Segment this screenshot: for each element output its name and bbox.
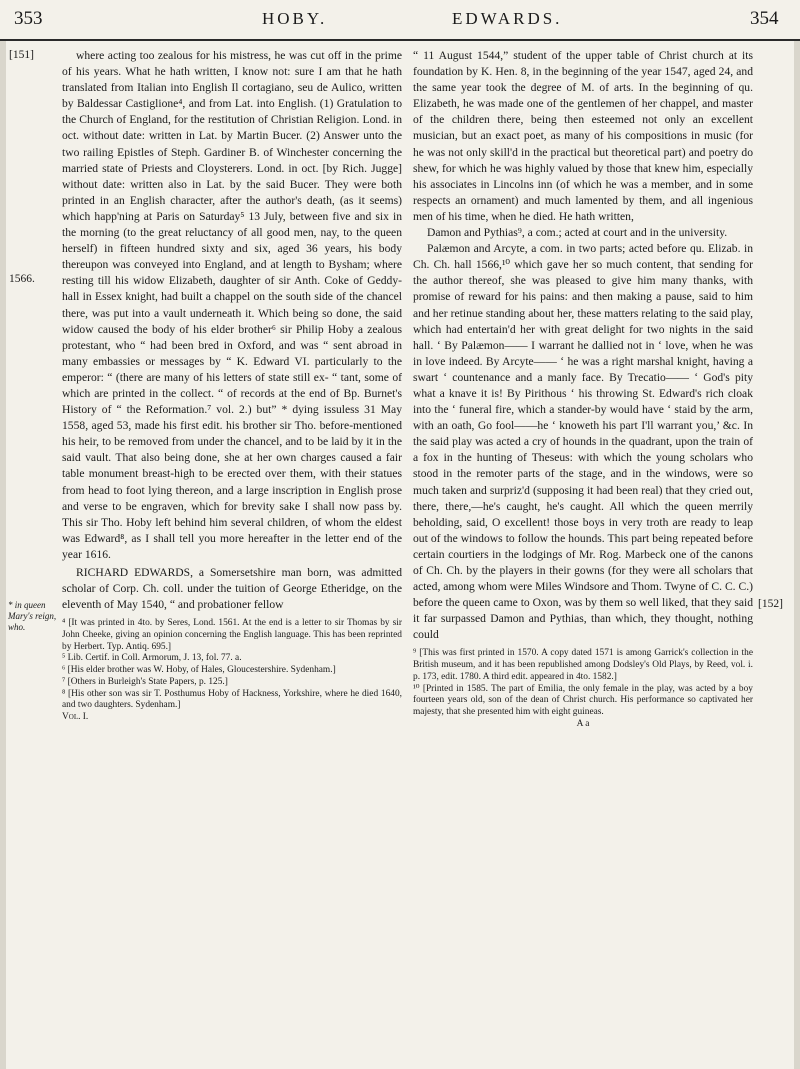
right-page-edge	[794, 41, 800, 1069]
left-page-number: 353	[14, 8, 43, 29]
left-margin-bracket: [151]	[9, 49, 34, 61]
footnote-6: ⁶ [His elder brother was W. Hoby, of Hales, Gloucestershire. Sydenham.]	[62, 665, 336, 676]
footnote-7: ⁷ [Others in Burleigh's State Papers, p. 125.]	[62, 676, 228, 687]
damon-pythias-entry: Damon and Pythias⁹, a com.; acted at court and in the university.	[427, 226, 728, 240]
left-margin-year: 1566.	[9, 273, 35, 285]
right-page-number: 354	[750, 8, 779, 29]
left-page-edge	[0, 41, 6, 1069]
left-column	[62, 48, 402, 724]
footnote-4: ⁴ [It was printed in 4to. by Seres, Lond. 1561. At the end is a letter to sir Thomas by sir John Cheeke, giving an opinion concerning the English language. This has been reprinted by Herbert. Typ. Antiq. 695.]	[62, 618, 402, 652]
footnote-5: ⁵ Lib. Certif. in Coll. Armorum, J. 13, fol. 77. a.	[62, 653, 242, 664]
edwards-paragraph: RICHARD EDWARDS, a Somersetshire man born, was admitted scholar of Corp. Ch. coll. under the tuition of George Etheridge, on the eleventh of May 1540, “ and probationer fellow	[62, 566, 402, 612]
left-running-title: HOBY.	[262, 9, 328, 28]
footnote-8: ⁸ [His other son was sir T. Posthumus Hoby of Hackness, Yorkshire, where he died 1640, and two daughters. Sydenham.]	[62, 688, 402, 711]
volume-signature: Vol. I.	[62, 711, 89, 722]
footnote-10: ¹⁰ [Printed in 1585. The part of Emilia, the only female in the play, was acted by a boy fourteen years old, son of the dean of Christ church. His performance so captivated her majesty, that she presented him with eight guineas.	[413, 683, 753, 717]
palaemon-arcyte-entry: Palæmon and Arcyte, a com. in two parts; acted before qu. Elizab. in Ch. Ch. hall 1566,¹⁰ which gave her so much content, that sending for the author thereof, she was pleased to give him many thanks, with promise of reward for his pains: and then making a pause, said to him and her retinue standing about her, these matters relating to the said play, which had entertain'd her with great delight for two nights in the said hall. ‘ By Palæmon—— I warrant he dallied not in ‘ love, when he was in love indeed. By Arcyte—— ‘ he was a right marshal knight, having a swart ‘ countenance and a manly face. By Trecatio—— ‘ God's pity what a knave it is! By Pirithous ‘ his throwing St. Edward's rich cloak into the ‘ funeral fire, which a stander-by would have ‘ staid by the arm, with an oath, Go fool——he ‘ knoweth his part I'll warrant you,’ &c. In the said play was acted a cry of hounds in the quadrant, upon the train of a fox in the hunting of Theseus: with which the young scholars who stood in the remoter parts of the stage, and in the windows, were so much taken and surpriz'd (supposing it had been real) that they cried out, there, there,—he's caught, he's caught. All which the queen merrily beholding, said, O excellent! those boys in very troth are ready to leap out of the windows to follow the hounds. This part being repeated before certain courtiers in the lodgings of Mr. Rog. Marbeck one of the canons of Ch. Ch. by the players in their gowns (for they were all scholars that acted, among whom were Miles Windsore and Thom. Twyne of C. C. C.) before the queen came to Oxon, was by them so well liked, that they said it far surpassed Damon and Pythias, than which, they thought, nothing could	[413, 242, 753, 642]
right-margin-bracket: [152]	[758, 598, 783, 610]
signature-mark: A a	[576, 718, 590, 729]
right-column	[413, 48, 753, 730]
header-rule	[0, 39, 800, 41]
footnote-9: ⁹ [This was first printed in 1570. A copy dated 1571 is among Garrick's collection in the British museum, and it has been republished among Dodsley's Old Plays, by Reed, vol. i. p. 173, edit. 1780. A third edit. appeared in 4to. 1582.]	[413, 648, 753, 682]
hoby-paragraph: where acting too zealous for his mistress, he was cut off in the prime of his years. What he hath written, I know not: sure I am that he hath translated from Italian into English Il cortagiano, seu de Aulico, written by Baldessar Castiglione⁴, and from Lat. into English. (1) Gratulation to the Church of England, for the restitution of Christian Religion. Lond. in oct. without date: written in Lat. by Martin Bucer. (2) Answer unto the two railing Epistles of Steph. Gardiner B. of Winchester concerning the married state of Priests and Cloysterers. Lond. in oct. [by Rich. Jugge] without date: written also in Lat. by the said Bucer. They were both printed in an English character, after the author's death, (as it seems) which happ'ning at Paris on Saturday⁵ 13 July, between five and six in the morning (to the great reluctancy of all good men, nay, to the queen herself) in fifteen hundred sixty and six, aged 36 years, his body thereupon was conveyed into England, and at length to Bysham; where resting till his widow Elizabeth, daughter of sir Anth. Coke of Geddy-hall in Essex knight, had built a chappel on the south side of the chancel there, was put into a vault underneath it. Which being so done, the said widow caused the body of his elder brother⁶ sir Philip Hoby a zealous protestant, who “ had been bred in Oxford, and was “ sent abroad in many embassies or messages by “ K. Edward VI. particularly to the emperor: “ (there are many of his letters of state still ex- “ tant, some of which are printed in the collect. “ of records at the end of Bp. Burnet's History of “ the Reformation.⁷ vol. 2.) but” * dying issuless 31 May 1558, aged 53, made his first edit. his brother sir Tho. before-mentioned his heir, to be removed from under the chancel, and to be laid by it in the said vault. That also being done, she at her own charges caused a fair table monument breast-high to be erected over them, with their statues from head to foot lying thereon, and a large inscription in English prose and verse to be engraven, which for brevity sake I shall now pass by. This sir Tho. Hoby left behind him several children, of whom the eldest was Edward⁸, as I shall tell you more hereafter in the letter end of the year 1616.	[62, 49, 402, 561]
right-running-title: EDWARDS.	[452, 9, 563, 28]
left-margin-footnote-ref: * in queen Mary's reign, who.	[8, 600, 57, 632]
edwards-continued-paragraph: “ 11 August 1544,” student of the upper table of Christ church at its foundation by K. Hen. 8, in the beginning of the year 1547, aged 24, and the same year took the degree of M. of arts. In the beginning of qu. Elizabeth, he was made one of the gentlemen of her chappel, and master of the children there, being then esteemed not only an excellent musician, but an exact poet, as many of his compositions in music (for he was not only skill'd in the practical but theoretical part) and poetry do shew, for which he was highly valued by those that knew him, especially his associates in Lincolns inn (of which he was a member, and in some respects an ornament) and much lamented by them, and all ingenious men of his time, when he died. He hath written,	[413, 49, 753, 223]
